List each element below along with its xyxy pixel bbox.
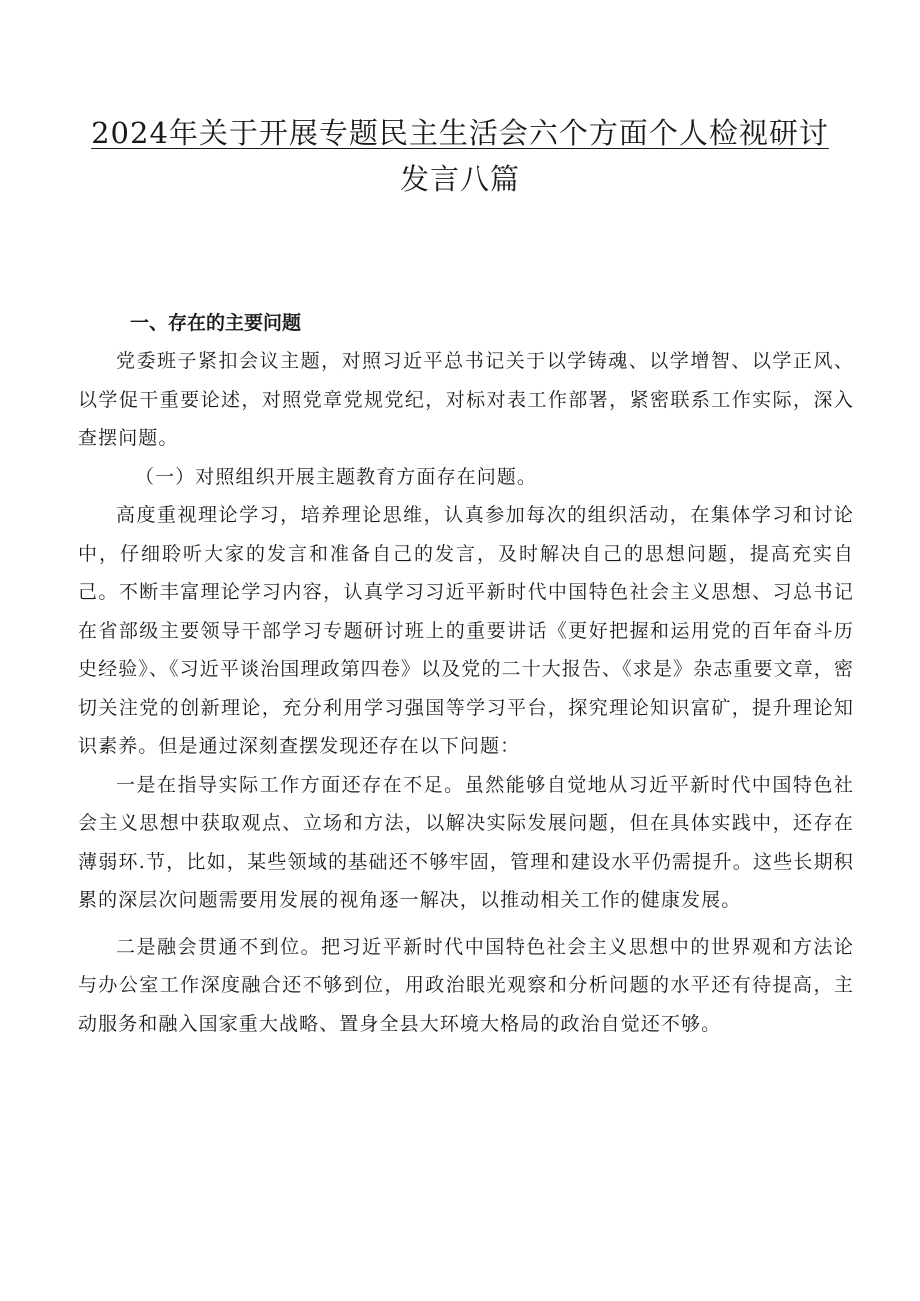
document-title (70, 110, 850, 202)
paragraph-gap (78, 920, 854, 928)
intro-paragraph: 党委班子紧扣会议主题，对照习近平总书记关于以学铸魂、以学增智、以学正风、以学促干重要论述，对照党章党规党纪，对标对表工作部署，紧密联系工作实际，深入查摆问题。 (78, 350, 854, 449)
section-heading: 一、存在的主要问题 (130, 312, 302, 334)
subheading-paragraph: （一）对照组织开展主题教育方面存在问题。 (135, 465, 538, 488)
title-line-2: 发言八篇 (399, 162, 520, 196)
issue-one-paragraph: 一是在指导实际工作方面还存在不足。虽然能够自觉地从习近平新时代中国特色社会主义思想中获取观点、立场和方法，以解决实际发展问题，但在具体实践中，还存在薄弱环.节，比如，某些领域的基础还不够牢固，管理和建设水平仍需提升。这些长期积累的深层次问题需要用发展的视角逐一解决，以推动相关工作的健康发展。 (78, 773, 854, 911)
theory-study-paragraph: 高度重视理论学习，培养理论思维，认真参加每次的组织活动，在集体学习和讨论中，仔细聆听大家的发言和准备自己的发言，及时解决自己的思想问题，提高充实自己。不断丰富理论学习内容，认真学习习近平新时代中国特色社会主义思想、习总书记在省部级主要领导干部学习专题研讨班上的重要讲话《更好把握和运用党的百年奋斗历史经验》、《习近平谈治国理政第四卷》以及党的二十大报告、《求是》杂志重要文章，密切关注党的创新理论，充分利用学习强国等学习平台，探究理论知识富矿，提升理论知识素养。但是通过深刻查摆发现还存在以下问题： (78, 504, 854, 757)
issue-two-paragraph: 二是融会贯通不到位。把习近平新时代中国特色社会主义思想中的世界观和方法论与办公室工作深度融合还不够到位，用政治眼光观察和分析问题的水平还有待提高，主动服务和融入国家重大战略、置身全县大环境大格局的政治自觉还不够。 (78, 935, 854, 1035)
title-line-1: 2024年关于开展专题民主生活会六个方面个人检视研讨 (91, 116, 829, 150)
document-body (78, 304, 854, 1043)
